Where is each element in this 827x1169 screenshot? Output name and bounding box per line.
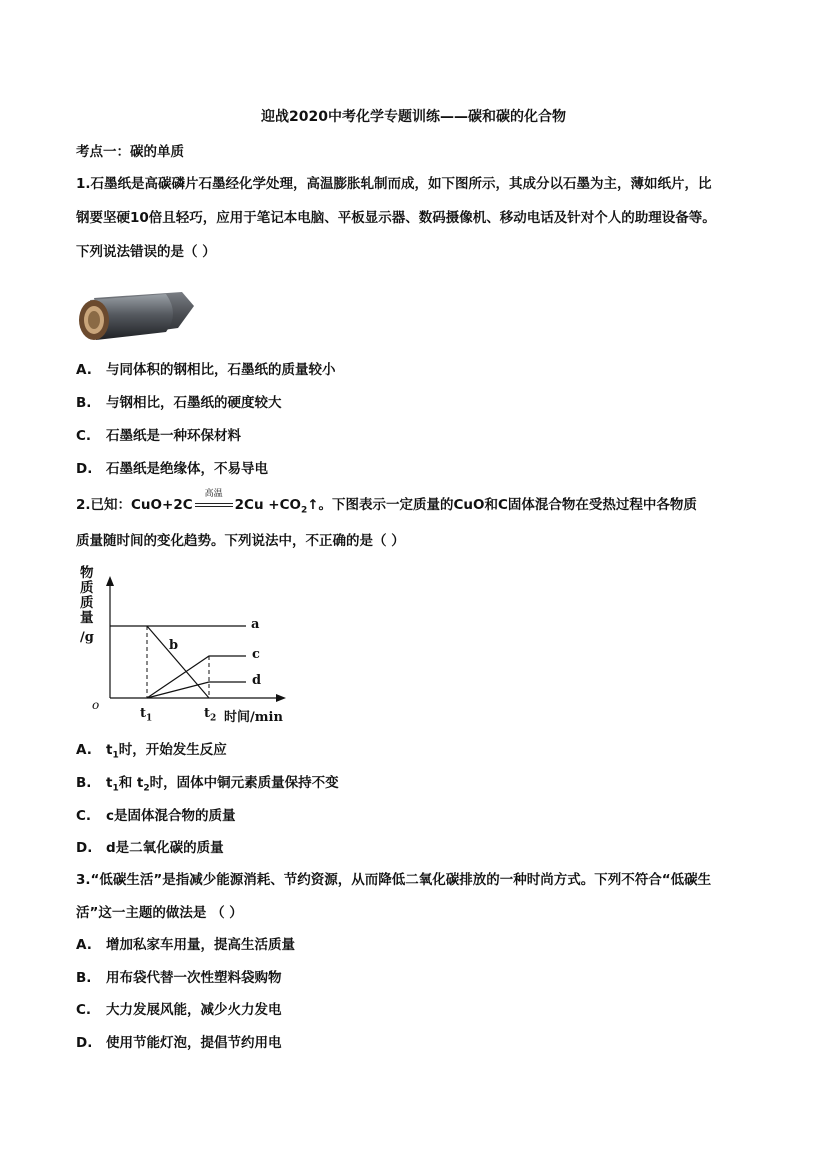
option-letter: A. (76, 937, 92, 953)
q1-option-c (76, 424, 241, 444)
q2-subscript: 2 (300, 505, 308, 516)
graph-label-c: c (252, 647, 260, 662)
graph-t2-label: $t_2$ (204, 706, 217, 724)
graph-label-a: a (251, 617, 260, 632)
option-letter: A. (76, 362, 92, 378)
option-letter: D. (76, 461, 93, 477)
graph-ylabel (80, 566, 94, 626)
option-letter: B. (76, 970, 92, 986)
q2-stem-line2: 质量随时间的变化趋势。下列说法中，不正确的是（ ） (76, 533, 405, 549)
option-letter: A. (76, 742, 92, 758)
q2-stem-line1 (76, 489, 697, 516)
section-heading: 考点一：碳的单质 (76, 144, 184, 160)
q2-option-c (76, 804, 236, 824)
option-letter: C. (76, 808, 92, 824)
option-text: 石墨纸是一种环保材料 (106, 428, 241, 444)
mass-time-graph (70, 560, 300, 730)
option-letter: C. (76, 428, 92, 444)
q1-option-d (76, 457, 268, 477)
q2-option-d (76, 836, 224, 856)
line-c (147, 656, 246, 698)
option-text: 石墨纸是绝缘体，不易导电 (106, 461, 268, 477)
option-text: 大力发展风能，减少火力发电 (106, 1002, 282, 1018)
option-letter: C. (76, 1002, 92, 1018)
option-letter: D. (76, 840, 93, 856)
option-text: 使用节能灯泡，提倡节约用电 (106, 1035, 282, 1051)
graph-origin: o (92, 698, 100, 712)
q2-stem-suffix: ↑。下图表示一定质量的CuO和C固体混合物在受热过程中各物质 (307, 497, 697, 513)
x-axis-arrow (276, 694, 286, 702)
q2-equation-arrow (193, 489, 235, 513)
q1-stem-line1: 1.石墨纸是高碳磷片石墨经化学处理，高温膨胀轧制而成，如下图所示，其成分以石墨为主，薄如纸片，比 (76, 176, 712, 192)
option-text: c是固体混合物的质量 (106, 808, 236, 824)
q2-equation-products: 2Cu +CO (234, 497, 301, 513)
q3-option-d (76, 1031, 282, 1051)
q2-reaction-condition: 高温 (204, 489, 223, 499)
option-letter: B. (76, 775, 92, 791)
q1-stem-line3: 下列说法错误的是（ ） (76, 244, 216, 260)
q3-option-a (76, 933, 295, 953)
option-text: d是二氧化碳的质量 (106, 840, 224, 856)
graph-xlabel: 时间/min (224, 710, 283, 725)
q1-stem-line2: 钢要坚硬10倍且轻巧，应用于笔记本电脑、平板显示器、数码摄像机、移动电话及针对个人的助理设备等。 (76, 210, 716, 226)
graph-label-d: d (252, 673, 262, 688)
option-letter: D. (76, 1035, 93, 1051)
ylabel-char: 物 (80, 565, 94, 581)
q2-option-b: B. $t_1$和 $t_2$时，固体中铜元素质量保持不变 (76, 775, 339, 794)
ylabel-char: 质 (80, 595, 94, 611)
page-title: 迎战2020中考化学专题训练——碳和碳的化合物 (261, 109, 566, 125)
q3-option-c (76, 998, 282, 1018)
q1-option-b (76, 391, 282, 411)
ylabel-char: 质 (80, 580, 94, 596)
graph-t1-label: $t_1$ (140, 706, 153, 724)
option-letter: B. (76, 395, 92, 411)
q3-stem-line1: 3.“低碳生活”是指减少能源消耗、节约资源，从而降低二氧化碳排放的一种时尚方式。下列不符合“低碳生 (76, 872, 712, 888)
q1-option-a (76, 358, 336, 378)
ylabel-char: 量 (80, 610, 94, 626)
option-text: 与同体积的钢相比，石墨纸的质量较小 (106, 362, 336, 378)
q2-option-a: A. $t_1$时，开始发生反应 (76, 742, 227, 761)
graph-label-b: b (169, 638, 179, 653)
q3-stem-line2: 活”这一主题的做法是 （ ） (76, 905, 243, 921)
q2-equation-reactants: 2.已知：CuO+2C (76, 497, 193, 513)
option-text: 增加私家车用量，提高生活质量 (106, 937, 295, 953)
option-text: 与钢相比，石墨纸的硬度较大 (106, 395, 282, 411)
graphite-paper-roll-image (74, 288, 198, 344)
option-text: 用布袋代替一次性塑料袋购物 (106, 970, 282, 986)
y-axis-arrow (106, 576, 114, 586)
graph-yunit: /g (80, 630, 94, 645)
q3-option-b (76, 966, 282, 986)
